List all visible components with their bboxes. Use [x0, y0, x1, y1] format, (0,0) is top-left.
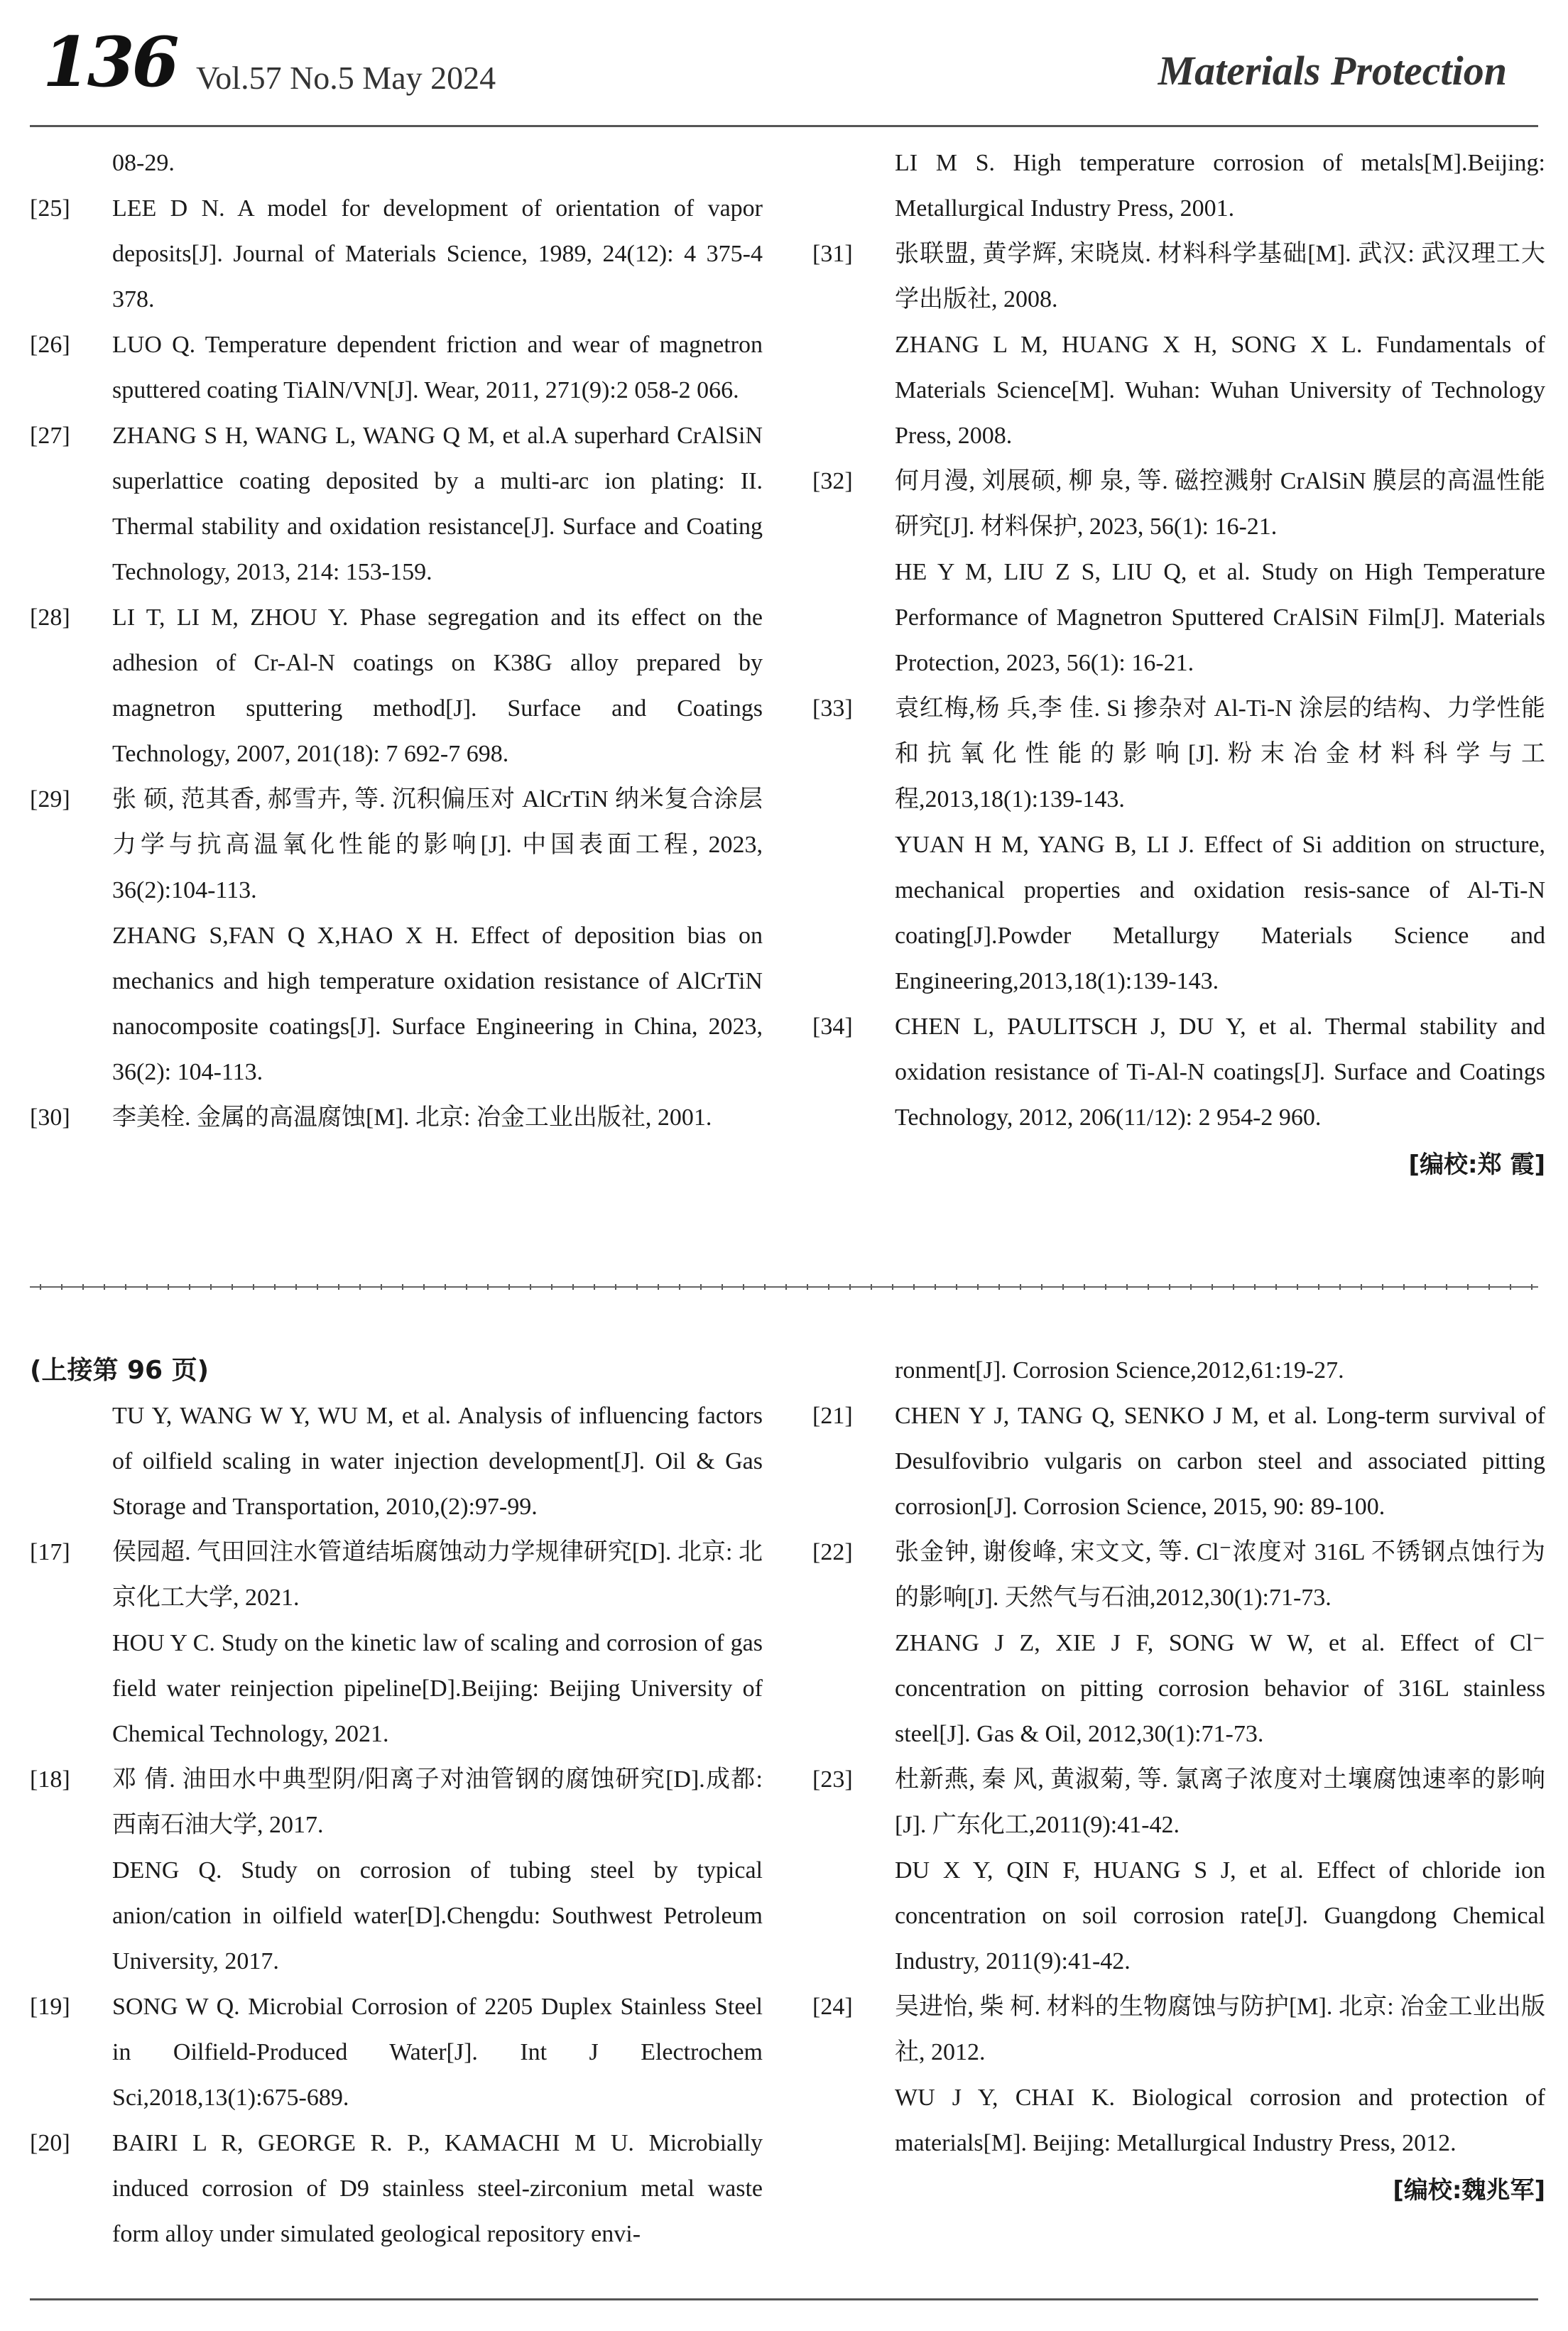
reference-entry — [30, 2121, 763, 2257]
reference-text: LI T, LI M, ZHOU Y. Phase segregation and its effect on the adhesion of Cr-Al-N coatings on K38G alloy prepared by magnetron sputtering method[J]. Surface and Coatings Technology, 2007, 201(18): 7 692-7 698. — [112, 604, 763, 767]
reference-entry — [812, 1530, 1545, 1621]
reference-entry — [812, 1393, 1545, 1530]
reference-text: 何月漫, 刘展硕, 柳 泉, 等. 磁控溅射 CrAlSiN 膜层的高温性能研究[J]. 材料保护, 2023, 56(1): 16-21. — [895, 468, 1545, 540]
reference-number: [26] — [30, 332, 70, 358]
reference-text: LUO Q. Temperature dependent friction and wear of magnetron sputtered coating TiAlN/VN[J]. Wear, 2011, 271(9):2 058-2 066. — [112, 332, 763, 403]
reference-entry — [812, 232, 1545, 322]
bottom-right-column — [812, 1348, 1545, 2213]
reference-text: 张联盟, 黄学辉, 宋晓岚. 材料科学基础[M]. 武汉: 武汉理工大学出版社, 2008. — [895, 241, 1545, 313]
reference-translation: DU X Y, QIN F, HUANG S J, et al. Effect of chloride ion concentration on soil corrosion rate[J]. Guangdong Chemical Industry, 2011(9):41-42. — [895, 1857, 1545, 1974]
top-right-column — [812, 141, 1545, 1188]
reference-text: 杜新燕, 秦 风, 黄淑菊, 等. 氯离子浓度对土壤腐蚀速率的影响[J]. 广东化工,2011(9):41-42. — [895, 1766, 1545, 1838]
reference-number: [17] — [30, 1539, 70, 1565]
reference-number: [23] — [812, 1766, 853, 1793]
reference-text: 张金钟, 谢俊峰, 宋文文, 等. Cl⁻浓度对 316L 不锈钢点蚀行为的影响[J]. 天然气与石油,2012,30(1):71-73. — [895, 1539, 1545, 1611]
reference-text: 袁红梅,杨 兵,李 佳. Si 掺杂对 Al-Ti-N 涂层的结构、力学性能和抗氧化性能的影响[J].粉末冶金材料科学与工程,2013,18(1):139-143. — [895, 695, 1545, 813]
reference-number: [19] — [30, 1994, 70, 2020]
reference-translation: TU Y, WANG W Y, WU M, et al. Analysis of influencing factors of oilfield scaling in water injection development[J]. Oil & Gas Storage and Transportation, 2010,(2):97-99. — [112, 1403, 763, 1520]
editor-note: [编校:魏兆军] — [1393, 2176, 1545, 2205]
reference-number: [21] — [812, 1403, 853, 1429]
reference-text: ZHANG S H, WANG L, WANG Q M, et al.A superhard CrAlSiN superlattice coating deposited by a multi-arc ion plating: II. Thermal stability and oxidation resistance[J]. Surface and Coating Technology, 2013, 214: 153-159. — [112, 423, 763, 585]
reference-entry — [812, 1757, 1545, 1848]
reference-number: [22] — [812, 1539, 853, 1565]
reference-text: SONG W Q. Microbial Corrosion of 2205 Duplex Stainless Steel in Oilfield-Produced Water[J]. Int J Electrochem Sci,2018,13(1):675-689. — [112, 1994, 763, 2111]
reference-entry — [30, 413, 763, 595]
reference-number: [27] — [30, 423, 70, 449]
reference-text: 邓 倩. 油田水中典型阴/阳离子对油管钢的腐蚀研究[D].成都: 西南石油大学, 2017. — [112, 1766, 763, 1838]
bottom-left-column — [30, 1348, 763, 2257]
reference-translation: ZHANG L M, HUANG X H, SONG X L. Fundamentals of Materials Science[M]. Wuhan: Wuhan University of Technology Press, 2008. — [895, 332, 1545, 449]
reference-text: CHEN L, PAULITSCH J, DU Y, et al. Thermal stability and oxidation resistance of Ti-Al-N coatings[J]. Surface and Coatings Technology, 2012, 206(11/12): 2 954-2 960. — [895, 1014, 1545, 1131]
reference-number: [18] — [30, 1766, 70, 1793]
reference-entry — [812, 459, 1545, 550]
reference-number: [20] — [30, 2130, 70, 2156]
header-rule — [30, 125, 1538, 127]
reference-entry — [812, 1984, 1545, 2075]
reference-entry — [30, 322, 763, 413]
reference-entry — [30, 1530, 763, 1621]
reference-text: 张 硕, 范其香, 郝雪卉, 等. 沉积偏压对 AlCrTiN 纳米复合涂层力学与抗高温氧化性能的影响[J]. 中国表面工程, 2023, 36(2):104-113. — [112, 786, 763, 903]
reference-text: BAIRI L R, GEORGE R. P., KAMACHI M U. Microbially induced corrosion of D9 stainless steel-zirconium metal waste form alloy under simulated geological repository envi- — [112, 2130, 763, 2247]
reference-translation: HE Y M, LIU Z S, LIU Q, et al. Study on High Temperature Performance of Magnetron Sputtered CrAlSiN Film[J]. Materials Protection, 2023, 56(1): 16-21. — [895, 559, 1545, 676]
reference-text: 吴进怡, 柴 柯. 材料的生物腐蚀与防护[M]. 北京: 冶金工业出版社, 2012. — [895, 1994, 1545, 2065]
reference-entry — [30, 1095, 763, 1141]
journal-name: Materials Protection — [1158, 48, 1507, 94]
reference-entry — [812, 1004, 1545, 1141]
reference-entry — [30, 1757, 763, 1848]
reference-entry — [30, 595, 763, 777]
reference-number: [33] — [812, 695, 853, 722]
reference-translation: ZHANG J Z, XIE J F, SONG W W, et al. Effect of Cl⁻ concentration on pitting corrosion behavior of 316L stainless steel[J]. Gas & Oil, 2012,30(1):71-73. — [895, 1630, 1545, 1747]
reference-translation: ronment[J]. Corrosion Science,2012,61:19-27. — [895, 1357, 1344, 1384]
reference-translation: HOU Y C. Study on the kinetic law of scaling and corrosion of gas field water reinjection pipeline[D].Beijing: Beijing University of Chemical Technology, 2021. — [112, 1630, 763, 1747]
reference-translation: ZHANG S,FAN Q X,HAO X H. Effect of deposition bias on mechanics and high temperature oxidation resistance of AlCrTiN nanocomposite coatings[J]. Surface Engineering in China, 2023, 36(2): 104-113. — [112, 923, 763, 1085]
reference-number: [30] — [30, 1104, 70, 1131]
top-left-column — [30, 141, 763, 1141]
reference-entry — [30, 777, 763, 913]
reference-entry — [30, 1984, 763, 2121]
reference-number: [29] — [30, 786, 70, 813]
reference-number: [28] — [30, 604, 70, 631]
reference-text: CHEN Y J, TANG Q, SENKO J M, et al. Long-term survival of Desulfovibrio vulgaris on carbon steel and associated pitting corrosion[J]. Corrosion Science, 2015, 90: 89-100. — [895, 1403, 1545, 1520]
reference-number: [31] — [812, 241, 853, 267]
reference-number: [25] — [30, 195, 70, 222]
reference-text: 李美栓. 金属的高温腐蚀[M]. 北京: 冶金工业出版社, 2001. — [112, 1104, 712, 1131]
page-number: 136 — [43, 22, 177, 102]
continued-from-label: (上接第 96 页) — [30, 1356, 209, 1385]
editor-note: [编校:郑 霞] — [1408, 1151, 1545, 1179]
section-divider — [30, 1284, 1538, 1290]
footer-rule — [30, 2298, 1538, 2300]
reference-entry — [30, 186, 763, 322]
reference-entry — [812, 686, 1545, 822]
reference-number: [32] — [812, 468, 853, 494]
reference-translation: DENG Q. Study on corrosion of tubing steel by typical anion/cation in oilfield water[D].Chengdu: Southwest Petroleum University, 2017. — [112, 1857, 763, 1974]
reference-translation: LI M S. High temperature corrosion of metals[M].Beijing: Metallurgical Industry Press, 2001. — [895, 150, 1545, 222]
reference-translation: 08-29. — [112, 150, 175, 176]
reference-translation: WU J Y, CHAI K. Biological corrosion and protection of materials[M]. Beijing: Metallurgical Industry Press, 2012. — [895, 2085, 1545, 2156]
reference-text: 侯园超. 气田回注水管道结垢腐蚀动力学规律研究[D]. 北京: 北京化工大学, 2021. — [112, 1539, 763, 1611]
issue-info: Vol.57 No.5 May 2024 — [196, 60, 496, 96]
reference-translation: YUAN H M, YANG B, LI J. Effect of Si addition on structure, mechanical properties and oxidation resis-sance of Al-Ti-N coating[J].Powder Metallurgy Materials Science and Engineering,2013,18(1):139-143. — [895, 832, 1545, 994]
reference-number: [24] — [812, 1994, 853, 2020]
reference-text: LEE D N. A model for development of orientation of vapor deposits[J]. Journal of Materials Science, 1989, 24(12): 4 375-4 378. — [112, 195, 763, 313]
reference-number: [34] — [812, 1014, 853, 1040]
